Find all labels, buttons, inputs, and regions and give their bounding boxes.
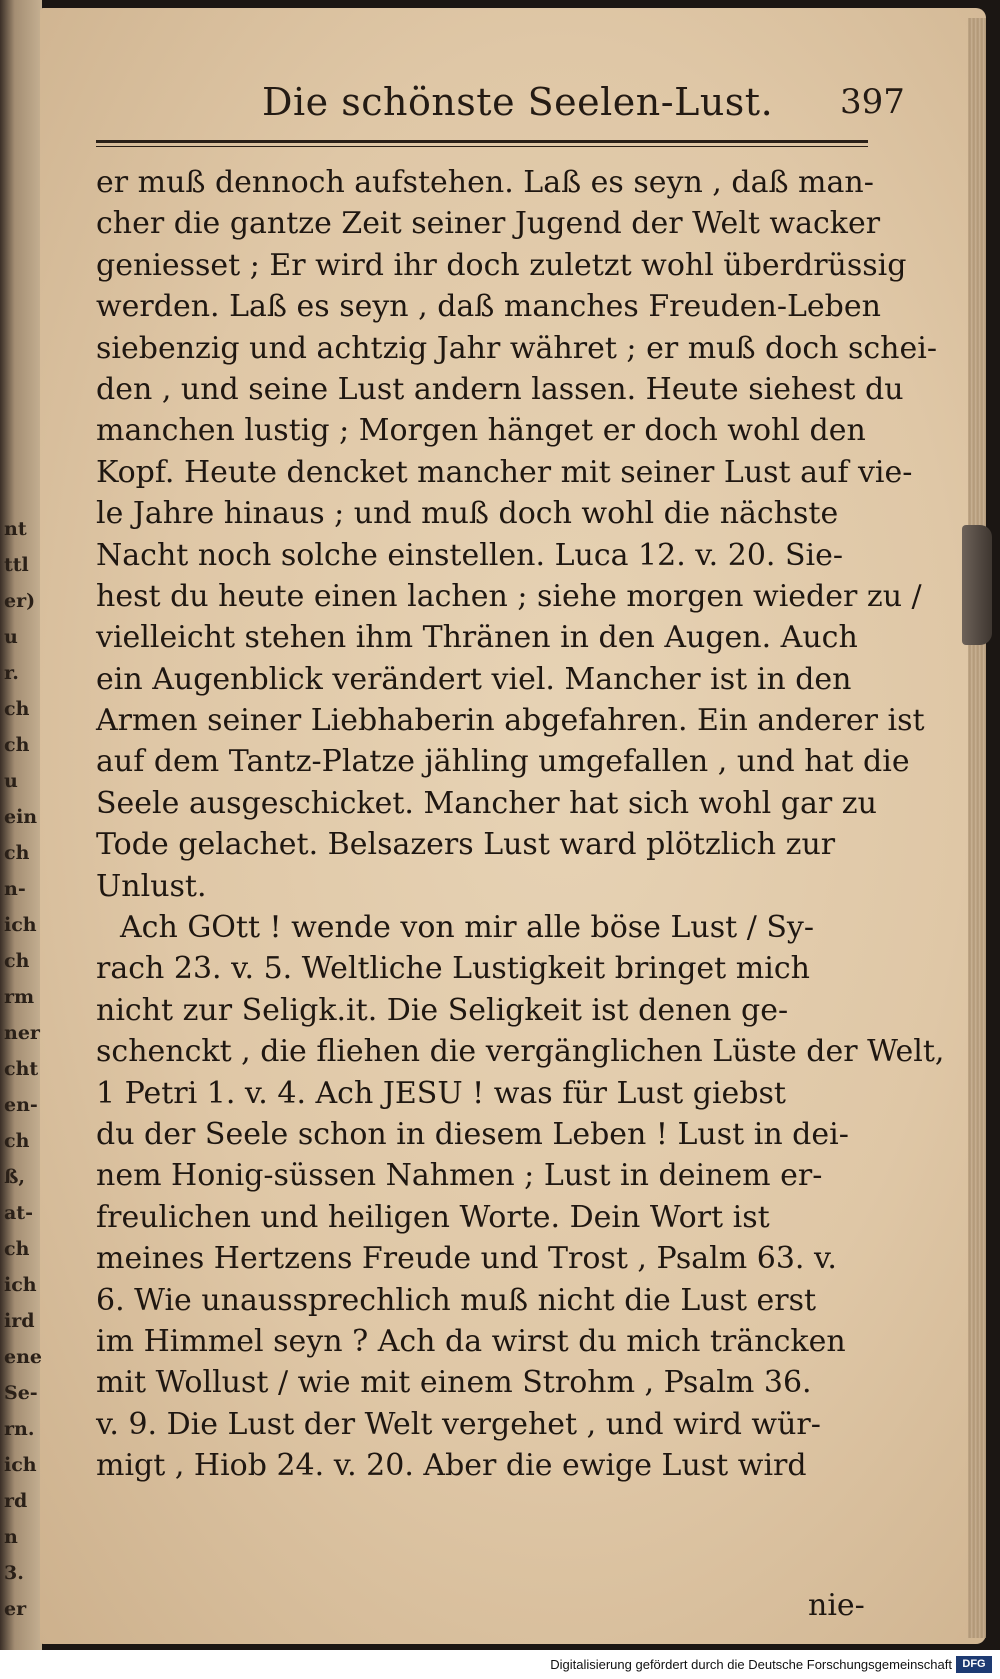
facing-page-fragment: Se-: [4, 1382, 38, 1404]
text-line: werden. Laß es seyn , daß manches Freuden-Leben: [96, 289, 881, 325]
facing-page-fragment: u: [4, 626, 18, 648]
text-line: mit Wollust / wie mit einem Strohm , Psalm 36.: [96, 1365, 812, 1401]
text-line: du der Seele schon in diesem Leben ! Lust in dei-: [96, 1116, 849, 1152]
text-line: Seele ausgeschicket. Mancher hat sich wohl gar zu: [96, 785, 877, 821]
facing-page-fragment: ene: [4, 1346, 42, 1368]
facing-page-fragment: ich: [4, 1454, 37, 1476]
facing-page-fragment: ner: [4, 1022, 40, 1044]
book-clasp: [962, 525, 992, 645]
facing-page-fragment: ird: [4, 1310, 35, 1332]
text-line: migt , Hiob 24. v. 20. Aber die ewige Lust wird: [96, 1448, 807, 1484]
facing-page-fragment: ch: [4, 842, 30, 864]
text-line: v. 9. Die Lust der Welt vergehet , und wird wür-: [96, 1406, 821, 1442]
header-rule-thin: [96, 146, 868, 147]
text-line: Armen seiner Liebhaberin abgefahren. Ein anderer ist: [96, 703, 925, 739]
text-line: nem Honig-süssen Nahmen ; Lust in deinem er-: [96, 1158, 823, 1194]
text-line: auf dem Tantz-Platze jähling umgefallen , und hat die: [96, 744, 910, 780]
facing-page-fragment: ein: [4, 806, 38, 828]
facing-page-fragment: 3.: [4, 1562, 24, 1584]
text-line: Kopf. Heute dencket mancher mit seiner Lust auf vie-: [96, 454, 913, 490]
text-line: hest du heute einen lachen ; siehe morgen wieder zu /: [96, 578, 922, 614]
text-line: rach 23. v. 5. Weltliche Lustigkeit bringet mich: [96, 951, 810, 987]
facing-page-fragment: ch: [4, 734, 30, 756]
facing-page-fragment: rm: [4, 986, 35, 1008]
running-head: Die schönste Seelen-Lust.: [262, 80, 774, 124]
facing-page-fragment: ch: [4, 1238, 30, 1260]
facing-page-fragment: ß,: [4, 1166, 26, 1188]
facing-page-fragment: u: [4, 770, 18, 792]
text-line: cher die gantze Zeit seiner Jugend der Welt wacker: [96, 206, 881, 242]
facing-page-fragment: ich: [4, 914, 37, 936]
text-line: er muß dennoch aufstehen. Laß es seyn , daß man-: [96, 165, 874, 200]
text-line: geniesset ; Er wird ihr doch zuletzt wohl überdrüssig: [96, 247, 907, 283]
body-text: [96, 162, 945, 1487]
text-line: freulichen und heiligen Worte. Dein Wort ist: [96, 1199, 770, 1235]
header-rule: [96, 140, 868, 143]
facing-page-fragment: cht: [4, 1058, 39, 1080]
text-line: le Jahre hinaus ; und muß doch wohl die nächste: [96, 496, 839, 532]
text-line: 1 Petri 1. v. 4. Ach JESU ! was für Lust giebst: [96, 1075, 786, 1111]
facing-page-fragment: ch: [4, 950, 30, 972]
text-line: manchen lustig ; Morgen hänget er doch wohl den: [96, 413, 866, 449]
facing-page-fragment: ch: [4, 698, 30, 720]
facing-page-fragment: n-: [4, 878, 26, 900]
text-line: meines Hertzens Freude und Trost , Psalm 63. v.: [96, 1241, 837, 1277]
dfg-logo: DFG: [956, 1656, 992, 1673]
page-edge-stack: [968, 18, 986, 1638]
page-number: 397: [840, 82, 905, 122]
facing-page-fragment: at-: [4, 1202, 33, 1224]
digitization-credit: Digitalisierung gefördert durch die Deutsche Forschungsgemeinschaft: [550, 1657, 952, 1672]
facing-page-fragment: n: [4, 1526, 18, 1548]
facing-page-fragment: rn.: [4, 1418, 35, 1440]
text-line: schenckt , die fliehen die vergänglichen Lüste der Welt,: [96, 1034, 945, 1070]
facing-page-fragment: er: [4, 1598, 27, 1620]
facing-page-fragment: en-: [4, 1094, 38, 1116]
text-line: ein Augenblick verändert viel. Mancher ist in den: [96, 661, 852, 697]
facing-page-fragment: rd: [4, 1490, 28, 1512]
facing-page-fragment: ch: [4, 1130, 30, 1152]
facing-page-fragment: ttl: [4, 554, 29, 576]
facing-page-fragment: er): [4, 590, 36, 612]
text-line: siebenzig und achtzig Jahr währet ; er muß doch schei-: [96, 330, 937, 366]
text-line: 6. Wie unaussprechlich muß nicht die Lust erst: [96, 1282, 817, 1318]
text-line: Unlust.: [96, 868, 207, 904]
facing-page-fragment: r.: [4, 662, 19, 684]
text-line: den , und seine Lust andern lassen. Heute siehest du: [96, 371, 904, 407]
catchword: nie-: [808, 1588, 865, 1623]
text-line: Tode gelachet. Belsazers Lust ward plötzlich zur: [96, 827, 836, 863]
text-line: vielleicht stehen ihm Thränen in den Augen. Auch: [96, 620, 858, 656]
text-line: Ach GOtt ! wende von mir alle böse Lust / Sy-: [120, 910, 814, 946]
text-line: nicht zur Seligk.it. Die Seligkeit ist denen ge-: [96, 992, 789, 1028]
text-line: im Himmel seyn ? Ach da wirst du mich träncken: [96, 1323, 846, 1359]
text-line: Nacht noch solche einstellen. Luca 12. v. 20. Sie-: [96, 537, 844, 573]
facing-page-fragment: nt: [4, 518, 27, 540]
facing-page-fragment: ich: [4, 1274, 37, 1296]
